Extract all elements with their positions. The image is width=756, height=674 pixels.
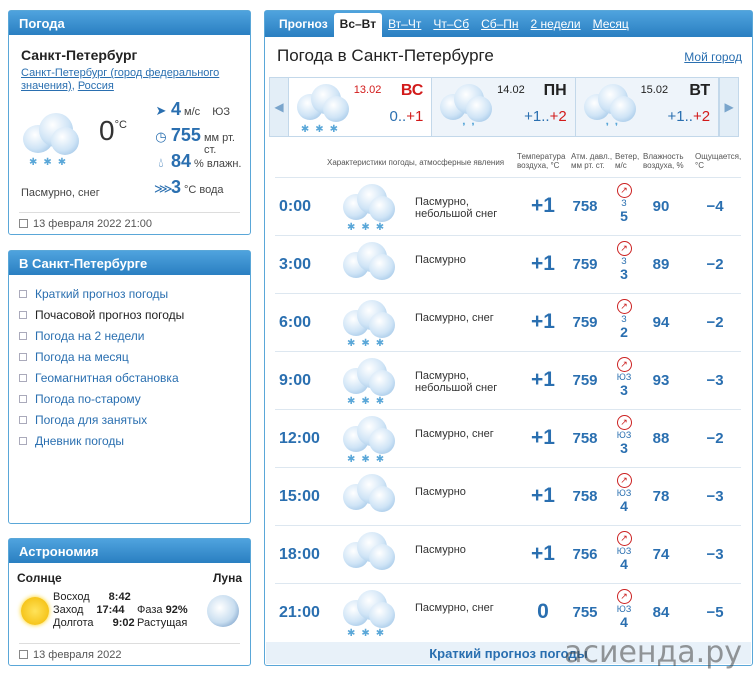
link-short-forecast[interactable]: Краткий прогноз погоды — [19, 283, 240, 304]
row-time: 18:00 — [279, 546, 320, 563]
sun-icon — [21, 597, 49, 625]
calendar-icon — [19, 219, 28, 228]
row-temp: +1 — [531, 194, 555, 217]
row-humidity: 93 — [652, 372, 670, 389]
row-time: 9:00 — [279, 372, 312, 389]
links-list — [9, 275, 250, 459]
row-pressure: 755 — [572, 604, 598, 621]
row-pressure: 759 — [572, 314, 598, 331]
table-row — [275, 235, 741, 293]
row-time: 15:00 — [279, 488, 320, 505]
row-pressure: 759 — [572, 256, 598, 273]
row-wind: ↗ ЮЗ 3 — [616, 359, 632, 398]
table-row — [275, 583, 741, 641]
calendar-icon — [19, 650, 28, 659]
panel-header: Погода — [9, 11, 250, 35]
day-card[interactable]: ❜❜ 14.02 ПН +1..+2 — [432, 77, 575, 137]
cloud-rain-icon: ❜❜ — [438, 82, 494, 125]
tab-2-weeks[interactable]: 2 недели — [530, 17, 581, 31]
row-description: Пасмурно, снег — [415, 428, 494, 440]
wind-arrow-icon: ➤ — [155, 103, 167, 118]
cloud-snow-icon: ✱✱✱ — [341, 588, 397, 631]
bullet-icon — [19, 332, 27, 340]
day-card[interactable]: ✱✱✱ 13.02 ВС 0..+1 — [289, 77, 432, 137]
row-humidity: 90 — [652, 198, 670, 215]
row-feels-like: −3 — [706, 372, 724, 389]
water-param: ⋙ 3 °C вода — [154, 177, 224, 197]
cloud-rain-icon: ❜❜ — [582, 82, 638, 125]
cloud-snow-icon: ✱✱✱ — [341, 182, 397, 225]
row-time: 21:00 — [279, 604, 320, 621]
next-arrow-icon[interactable]: ▶ — [719, 77, 739, 137]
row-description: Пасмурно, небольшой снег — [415, 196, 498, 220]
tab-sat-mon[interactable]: Сб–Пн — [481, 17, 519, 31]
table-row — [275, 351, 741, 409]
table-row — [275, 467, 741, 525]
row-temp: +1 — [531, 252, 555, 275]
table-row — [275, 409, 741, 467]
city-links-panel — [8, 250, 251, 524]
link-hourly-forecast[interactable]: Почасовой прогноз погоды — [19, 304, 240, 325]
row-wind: ↗ З 2 — [613, 298, 635, 340]
row-temp: +1 — [531, 310, 555, 333]
wind-direction-icon: ↗ — [617, 473, 632, 488]
forecast-tabs — [265, 11, 752, 37]
bullet-icon — [19, 416, 27, 424]
bullet-icon — [19, 437, 27, 445]
panel-header: Астрономия — [9, 539, 250, 563]
table-row — [275, 293, 741, 351]
link-old-style[interactable]: Погода по-старому — [19, 388, 240, 409]
wind-direction-icon: ↗ — [617, 299, 632, 314]
prev-arrow-icon[interactable]: ◀ — [269, 77, 289, 137]
row-pressure: 759 — [572, 372, 598, 389]
link-busy[interactable]: Погода для занятых — [19, 409, 240, 430]
drop-icon: 💧︎ — [158, 155, 164, 170]
cloud-snow-icon: ✱✱✱ — [341, 414, 397, 457]
row-description: Пасмурно, снег — [415, 602, 494, 614]
watermark: асиенда.ру — [564, 635, 742, 670]
row-pressure: 758 — [572, 430, 598, 447]
region-line: Санкт-Петербург (город федерального значения), Россия — [21, 67, 220, 92]
row-temp: +1 — [531, 368, 555, 391]
table-row — [275, 177, 741, 235]
row-feels-like: −2 — [706, 256, 724, 273]
astronomy-panel — [8, 538, 251, 666]
wind-direction-icon: ↗ — [617, 589, 632, 604]
bullet-icon — [19, 374, 27, 382]
row-humidity: 89 — [652, 256, 670, 273]
row-temp: +1 — [531, 542, 555, 565]
cloud-snow-icon: ✱✱✱ — [295, 82, 351, 125]
gauge-icon: ◷ — [155, 129, 167, 144]
sun-label: Солнце — [17, 571, 62, 585]
row-wind: ↗ ЮЗ 3 — [616, 417, 632, 456]
row-humidity: 88 — [652, 430, 670, 447]
wind-direction-icon: ↗ — [617, 357, 632, 372]
cloud-icon — [341, 240, 397, 283]
row-pressure: 758 — [572, 198, 598, 215]
row-description: Пасмурно, небольшой снег — [415, 370, 498, 394]
page-title: Погода в Санкт-Петербурге — [277, 46, 494, 65]
row-wind: ↗ ЮЗ 4 — [616, 475, 632, 514]
cloud-snow-icon: ✱✱✱ — [21, 111, 81, 160]
current-temp: $0^{^\circ C}$ — [99, 115, 127, 146]
wind-param: ➤ 4 м/с ЮЗ — [155, 99, 231, 119]
forecast-panel — [264, 10, 753, 666]
table-row — [275, 525, 741, 583]
tab-thu-sat[interactable]: Чт–Сб — [433, 17, 470, 31]
row-pressure: 758 — [572, 488, 598, 505]
humidity-param: 💧︎ 84 % влажн. — [154, 151, 242, 172]
tab-month[interactable]: Месяц — [592, 17, 629, 31]
cloud-icon — [341, 472, 397, 515]
row-pressure: 756 — [572, 546, 598, 563]
link-geomagnetic[interactable]: Геомагнитная обстановка — [19, 367, 240, 388]
bullet-icon — [19, 290, 27, 298]
table-header: Характеристики погоды, атмосферные явления Температура воздуха, °С Атм. давл., мм рт. ст. Ветер, м/с Влажность воздуха, % Ощущается, °С — [327, 152, 742, 170]
city-name: Санкт-Петербург — [21, 47, 138, 63]
row-description: Пасмурно — [415, 254, 466, 266]
tab-forecast[interactable]: Прогноз — [279, 17, 328, 31]
row-time: 12:00 — [279, 430, 320, 447]
moon-label: Луна — [213, 571, 243, 585]
row-wind: ↗ ЮЗ 4 — [616, 591, 632, 630]
row-time: 6:00 — [279, 314, 312, 331]
row-wind: ↗ ЮЗ 4 — [616, 533, 632, 572]
day-temp-range: 0..+1 — [389, 108, 424, 125]
bullet-icon — [19, 311, 27, 319]
country-link[interactable]: Россия — [77, 80, 114, 92]
row-humidity: 74 — [652, 546, 670, 563]
current-description: Пасмурно, снег — [21, 187, 100, 199]
row-wind: ↗ З 3 — [613, 240, 635, 282]
link-2-weeks[interactable]: Погода на 2 недели — [19, 325, 240, 346]
link-month[interactable]: Погода на месяц — [19, 346, 240, 367]
cloud-snow-icon: ✱✱✱ — [341, 356, 397, 399]
tab-sun-tue[interactable]: Вс–Вт — [334, 13, 382, 37]
current-weather-panel — [8, 10, 251, 235]
my-city-link[interactable]: Мой город — [684, 50, 742, 64]
moon-phase: Фаза 92% Растущая — [137, 604, 188, 629]
row-temp: +1 — [531, 484, 555, 507]
link-diary[interactable]: Дневник погоды — [19, 430, 240, 451]
day-card[interactable]: ❜❜ 15.02 ВТ +1..+2 — [576, 77, 719, 137]
sun-times: Восход 8:42 Заход 17:44 Долгота 9:02 — [53, 591, 135, 629]
row-temp: +1 — [531, 426, 555, 449]
row-humidity: 78 — [652, 488, 670, 505]
bullet-icon — [19, 353, 27, 361]
row-humidity: 84 — [652, 604, 670, 621]
wind-direction-icon: ↗ — [617, 241, 632, 256]
day-selector — [269, 77, 739, 145]
cloud-icon — [341, 530, 397, 573]
wind-direction-icon: ↗ — [617, 183, 632, 198]
row-wind: ↗ З 5 — [613, 182, 635, 224]
row-feels-like: −2 — [706, 314, 724, 331]
region-link[interactable]: Санкт-Петербург (город федерального значения) — [21, 67, 220, 92]
wind-direction-icon: ↗ — [617, 415, 632, 430]
row-feels-like: −2 — [706, 430, 724, 447]
row-feels-like: −5 — [706, 604, 724, 621]
hourly-table — [275, 177, 741, 641]
row-description: Пасмурно, снег — [415, 312, 494, 324]
day-temp-range: +1..+2 — [667, 108, 711, 125]
row-description: Пасмурно — [415, 544, 466, 556]
row-time: 0:00 — [279, 198, 312, 215]
update-date: 13 февраля 2022 21:00 — [19, 212, 240, 230]
fish-icon: ⋙ — [154, 181, 173, 196]
moon-icon — [207, 595, 239, 627]
cloud-snow-icon: ✱✱✱ — [341, 298, 397, 341]
row-feels-like: −3 — [706, 488, 724, 505]
pressure-param: ◷ 755 мм рт. ст. — [155, 125, 235, 156]
wind-direction-icon: ↗ — [617, 531, 632, 546]
row-humidity: 94 — [652, 314, 670, 331]
row-feels-like: −4 — [706, 198, 724, 215]
row-temp: 0 — [537, 600, 549, 623]
row-feels-like: −3 — [706, 546, 724, 563]
short-forecast-link[interactable]: Краткий прогноз погоды — [266, 642, 751, 664]
bullet-icon — [19, 395, 27, 403]
tab-tue-thu[interactable]: Вт–Чт — [388, 17, 422, 31]
astro-date: 13 февраля 2022 — [19, 643, 240, 661]
panel-header: В Санкт-Петербурге — [9, 251, 250, 275]
row-time: 3:00 — [279, 256, 312, 273]
day-temp-range: +1..+2 — [524, 108, 567, 125]
row-description: Пасмурно — [415, 486, 466, 498]
